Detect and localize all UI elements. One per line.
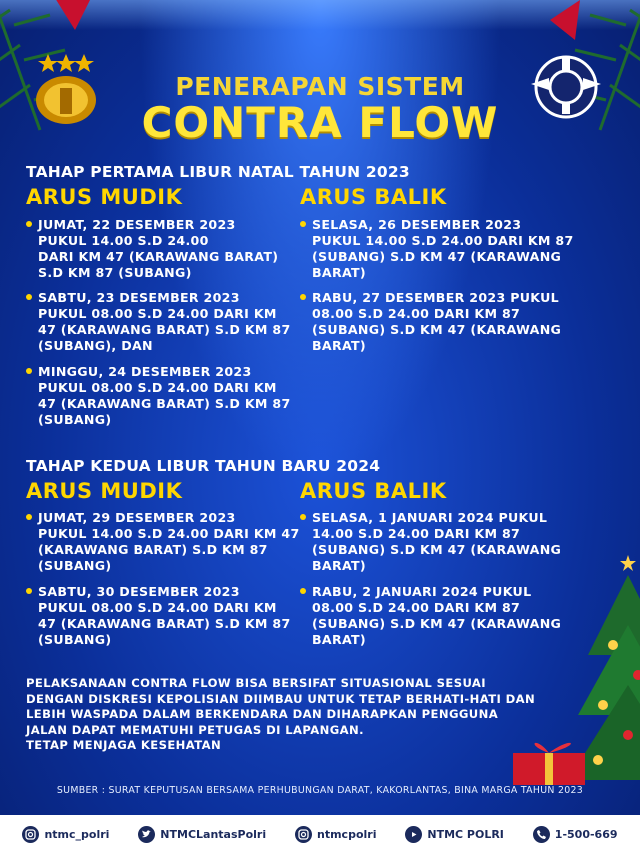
list-item: MINGGU, 24 DESEMBER 2023 PUKUL 08.00 S.D 24.00 DARI KM 47 (KARAWANG BARAT) S.D KM 87 (SUBANG) [38, 364, 291, 428]
bullet-icon [26, 588, 32, 594]
stage-1-balik-heading: ARUS BALIK [300, 185, 447, 209]
bullet-icon [300, 514, 306, 520]
stage-1-heading: TAHAP PERTAMA LIBUR NATAL TAHUN 2023 [26, 163, 410, 181]
list-item: JUMAT, 29 DESEMBER 2023 PUKUL 14.00 S.D 24.00 DARI KM 47 (KARAWANG BARAT) S.D KM 87 (SUBANG) [38, 510, 300, 574]
list-item: SABTU, 30 DESEMBER 2023 PUKUL 08.00 S.D 24.00 DARI KM 47 (KARAWANG BARAT) S.D KM 87 (SUBANG) [38, 584, 291, 648]
stage-2-balik-heading: ARUS BALIK [300, 479, 447, 503]
bullet-icon [26, 294, 32, 300]
list-item: SELASA, 26 DESEMBER 2023 PUKUL 14.00 S.D 24.00 DARI KM 87 (SUBANG) S.D KM 47 (KARAWANG BARAT) [312, 217, 574, 281]
social-phone[interactable]: 1-500-669 [533, 826, 618, 843]
instagram-icon [295, 826, 312, 843]
stage-2-mudik-heading: ARUS MUDIK [26, 479, 183, 503]
instagram-icon [22, 826, 39, 843]
youtube-icon [405, 826, 422, 843]
title-line-1: PENERAPAN SISTEM [175, 72, 465, 101]
social-instagram-ntmc[interactable]: ntmc_polri [22, 826, 109, 843]
list-item: RABU, 2 JANUARI 2024 PUKUL 08.00 S.D 24.00 DARI KM 87 (SUBANG) S.D KM 47 (KARAWANG BARAT) [312, 584, 561, 648]
bullet-icon [300, 588, 306, 594]
source-text: SUMBER : SURAT KEPUTUSAN BERSAMA PERHUBUNGAN DARAT, KAKORLANTAS, BINA MARGA TAHUN 2023 [56, 785, 584, 796]
bullet-icon [26, 368, 32, 374]
stage-1-mudik-heading: ARUS MUDIK [26, 185, 183, 209]
bullet-icon [300, 221, 306, 227]
notice-text: PELAKSANAAN CONTRA FLOW BISA BERSIFAT SITUASIONAL SESUAI DENGAN DISKRESI KEPOLISIAN DIIMBAU UNTUK TETAP BERHATI-HATI DAN LEBIH WASPADA DALAM BERKENDARA DAN DIHARAPKAN PENGGUNA JALAN DAPAT MEMATUHI PETUGAS DI LAPANGAN. TETAP MENJAGA KESEHATAN [26, 676, 536, 752]
list-item: RABU, 27 DESEMBER 2023 PUKUL 08.00 S.D 24.00 DARI KM 87 (SUBANG) S.D KM 47 (KARAWANG BARAT) [312, 290, 561, 354]
bullet-icon [300, 294, 306, 300]
stage-2-heading: TAHAP KEDUA LIBUR TAHUN BARU 2024 [26, 457, 381, 475]
phone-icon [533, 826, 550, 843]
social-youtube[interactable]: NTMC POLRI [405, 826, 504, 843]
bullet-icon [26, 221, 32, 227]
social-instagram-ntmcpolri[interactable]: ntmcpolri [295, 826, 376, 843]
list-item: SABTU, 23 DESEMBER 2023 PUKUL 08.00 S.D 24.00 DARI KM 47 (KARAWANG BARAT) S.D KM 87 (SUBANG), DAN [38, 290, 291, 354]
twitter-icon [138, 826, 155, 843]
list-item: JUMAT, 22 DESEMBER 2023 PUKUL 14.00 S.D 24.00 DARI KM 47 (KARAWANG BARAT) S.D KM 87 (SUBANG) [38, 217, 278, 281]
bullet-icon [26, 514, 32, 520]
list-item: SELASA, 1 JANUARI 2024 PUKUL 14.00 S.D 24.00 DARI KM 87 (SUBANG) S.D KM 47 (KARAWANG BARAT) [312, 510, 561, 574]
social-footer [0, 815, 640, 853]
title-line-2: CONTRA FLOW [141, 98, 499, 147]
social-twitter[interactable]: NTMCLantasPolri [138, 826, 266, 843]
